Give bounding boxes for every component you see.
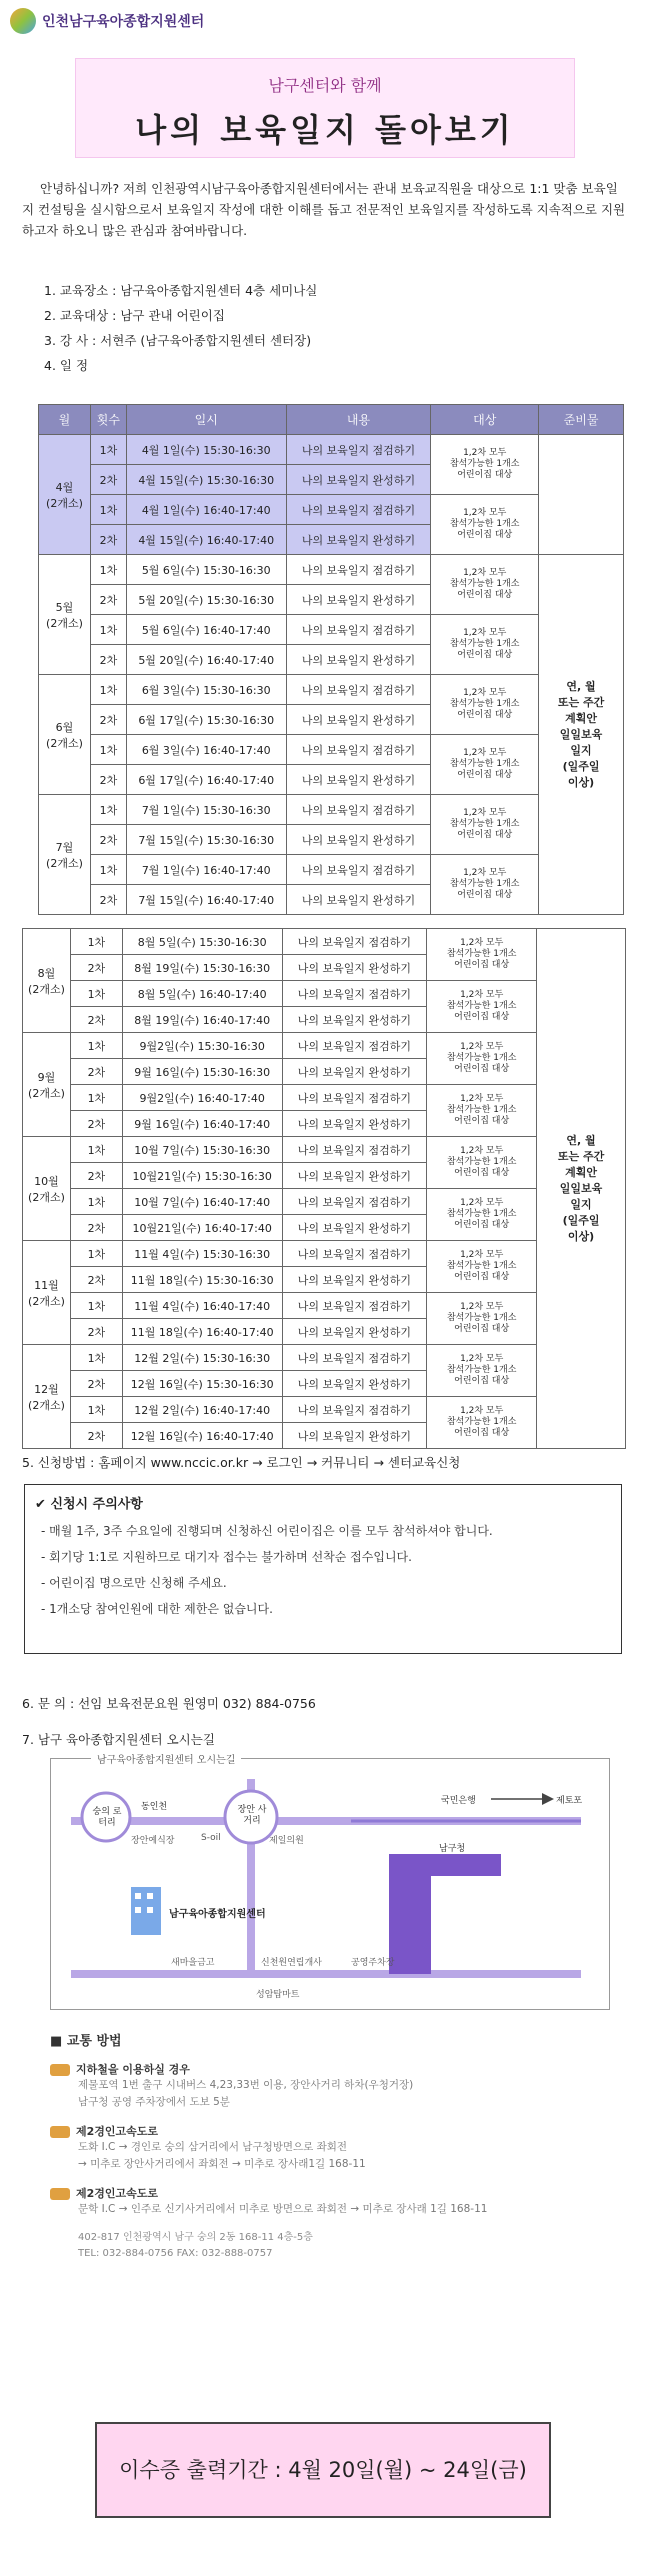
table-row: [23, 981, 626, 1007]
content-cell: 나의 보육일지 점검하기: [282, 929, 427, 955]
content-cell: 나의 보육일지 완성하기: [282, 1111, 427, 1137]
round-cell: 1차: [90, 675, 126, 705]
target-cell: 1,2차 모두 참석가능한 1개소 어린이집 대상: [431, 555, 539, 615]
round-cell: 2차: [70, 1059, 122, 1085]
datetime-cell: 5월 20일(수) 16:40-17:40: [126, 645, 286, 675]
datetime-cell: 4월 15일(수) 16:40-17:40: [126, 525, 286, 555]
round-cell: 1차: [70, 1293, 122, 1319]
content-cell: 나의 보육일지 점검하기: [282, 1085, 427, 1111]
datetime-cell: 7월 15일(수) 15:30-16:30: [126, 825, 286, 855]
content-cell: 나의 보육일지 점검하기: [282, 1293, 427, 1319]
content-cell: 나의 보육일지 점검하기: [286, 435, 431, 465]
table-row: [39, 855, 624, 885]
content-cell: 나의 보육일지 점검하기: [286, 855, 431, 885]
round-cell: 1차: [90, 555, 126, 585]
month-cell: 4월 (2개소): [39, 435, 91, 555]
content-cell: 나의 보육일지 완성하기: [286, 525, 431, 555]
datetime-cell: 11월 18일(수) 16:40-17:40: [122, 1319, 282, 1345]
map-label-namgu: 남구청: [439, 1844, 466, 1854]
map-label-mart: 성암탑마트: [256, 1990, 300, 2000]
table-row: [23, 1345, 626, 1371]
content-cell: 나의 보육일지 완성하기: [286, 465, 431, 495]
table-row: [39, 615, 624, 645]
round-cell: 2차: [70, 1319, 122, 1345]
subway-desc-1: 제물포역 1번 출구 시내버스 4,23,33번 이용, 장안사거리 하차(우청거장): [78, 2079, 414, 2091]
content-cell: 나의 보육일지 점검하기: [282, 981, 427, 1007]
content-cell: 나의 보육일지 점검하기: [282, 1241, 427, 1267]
logo-text: 인천남구육아종합지원센터: [42, 14, 205, 30]
directions-title: 7. 남구 육아종합지원센터 오시는길: [22, 1732, 215, 1747]
round-cell: 2차: [70, 1423, 122, 1449]
month-cell: 12월 (2개소): [23, 1345, 71, 1449]
content-cell: 나의 보육일지 점검하기: [286, 735, 431, 765]
map-label-dongincheon: 동인천: [141, 1802, 168, 1812]
transport-section: [50, 2030, 610, 2262]
target-cell: 1,2차 모두 참석가능한 1개소 어린이집 대상: [427, 981, 537, 1033]
notice-title: ✔ 신청시 주의사항: [35, 1497, 143, 1512]
transport-mode-car-1: 제2경인고속도로: [50, 2123, 610, 2139]
map-label-jangan-apt: 장안예식장: [131, 1836, 175, 1846]
datetime-cell: 10월 7일(수) 15:30-16:30: [122, 1137, 282, 1163]
prep-cell: [539, 435, 624, 555]
car-desc-2: → 미추로 장안사거리에서 좌회전 → 미추로 장사래1길 168-11: [78, 2158, 366, 2170]
round-cell: 1차: [90, 855, 126, 885]
round-cell: 2차: [70, 1267, 122, 1293]
datetime-cell: 8월 19일(수) 15:30-16:30: [122, 955, 282, 981]
content-cell: 나의 보육일지 점검하기: [286, 615, 431, 645]
datetime-cell: 5월 6일(수) 16:40-17:40: [126, 615, 286, 645]
table-row: [23, 1189, 626, 1215]
target-cell: 1,2차 모두 참석가능한 1개소 어린이집 대상: [431, 615, 539, 675]
subway-desc-2: 남구청 공영 주차장에서 도보 5분: [78, 2096, 230, 2108]
content-cell: 나의 보육일지 완성하기: [282, 1007, 427, 1033]
content-cell: 나의 보육일지 완성하기: [282, 1059, 427, 1085]
target-cell: 1,2차 모두 참석가능한 1개소 어린이집 대상: [431, 855, 539, 915]
table-row: [39, 555, 624, 585]
datetime-cell: 5월 20일(수) 15:30-16:30: [126, 585, 286, 615]
transport-mode-car-2: 제2경인고속도로: [50, 2185, 610, 2201]
round-cell: 2차: [70, 1215, 122, 1241]
content-cell: 나의 보육일지 완성하기: [282, 1319, 427, 1345]
table-row: [23, 1241, 626, 1267]
car-desc-1: 도화 I.C → 경인로 숭의 삼거리에서 남구청방면으로 좌회전: [78, 2141, 348, 2153]
info-place: 1. 교육장소 : 남구육아종합지원센터 4층 세미나실: [44, 283, 318, 298]
round-cell: 2차: [90, 525, 126, 555]
table-row: [23, 929, 626, 955]
target-cell: 1,2차 모두 참석가능한 1개소 어린이집 대상: [427, 1345, 537, 1397]
content-cell: 나의 보육일지 완성하기: [282, 1267, 427, 1293]
table-row: [23, 1397, 626, 1423]
round-cell: 2차: [90, 825, 126, 855]
datetime-cell: 4월 1일(수) 16:40-17:40: [126, 495, 286, 525]
datetime-cell: 12월 16일(수) 16:40-17:40: [122, 1423, 282, 1449]
content-cell: 나의 보육일지 완성하기: [286, 885, 431, 915]
month-cell: 10월 (2개소): [23, 1137, 71, 1241]
map-label-jangan: 장안 사거리: [237, 1805, 267, 1826]
round-cell: 1차: [70, 1189, 122, 1215]
car-desc-3: 문학 I.C → 인주로 신기사거리에서 미추로 방면으로 좌회전 → 미추로 장사래 1길 168-11: [78, 2203, 488, 2215]
target-cell: 1,2차 모두 참석가능한 1개소 어린이집 대상: [431, 675, 539, 735]
table-row: [39, 495, 624, 525]
target-cell: 1,2차 모두 참석가능한 1개소 어린이집 대상: [427, 1293, 537, 1345]
round-cell: 1차: [90, 435, 126, 465]
location-map: [50, 1755, 610, 2010]
subway-icon: [50, 2064, 70, 2076]
content-cell: 나의 보육일지 점검하기: [286, 675, 431, 705]
notice-box: [24, 1484, 622, 1654]
round-cell: 1차: [90, 795, 126, 825]
certificate-period: 이수증 출력기간 : 4월 20일(월) ~ 24일(금): [95, 2422, 551, 2518]
info-lecturer: 3. 강 사 : 서현주 (남구육아종합지원센터 센터장): [44, 333, 312, 348]
round-cell: 2차: [90, 465, 126, 495]
map-graphic: [51, 1759, 609, 2009]
content-cell: 나의 보육일지 완성하기: [282, 1423, 427, 1449]
round-cell: 2차: [70, 1111, 122, 1137]
content-cell: 나의 보육일지 점검하기: [286, 495, 431, 525]
info-list: [44, 278, 317, 378]
target-cell: 1,2차 모두 참석가능한 1개소 어린이집 대상: [427, 1189, 537, 1241]
datetime-cell: 8월 19일(수) 16:40-17:40: [122, 1007, 282, 1033]
notice-line: - 1개소당 참여인원에 대한 제한은 없습니다.: [41, 1602, 273, 1616]
map-label-bank2: 새마을금고: [171, 1958, 215, 1968]
car-icon: [50, 2126, 70, 2138]
round-cell: 2차: [90, 585, 126, 615]
check-icon: ✔: [35, 1497, 46, 1512]
round-cell: 1차: [70, 1397, 122, 1423]
prep-cell: 연, 월 또는 주간 계획안 일일보육 일지 (일주일 이상): [539, 555, 624, 915]
content-cell: 나의 보육일지 점검하기: [282, 1397, 427, 1423]
logo-icon: [10, 8, 36, 34]
table-header: 월: [39, 405, 91, 435]
datetime-cell: 7월 1일(수) 16:40-17:40: [126, 855, 286, 885]
bullet-icon: ■: [50, 2034, 63, 2049]
datetime-cell: 10월 7일(수) 16:40-17:40: [122, 1189, 282, 1215]
round-cell: 1차: [90, 615, 126, 645]
content-cell: 나의 보육일지 완성하기: [282, 955, 427, 981]
map-label-bank: 국민은행: [441, 1796, 476, 1806]
round-cell: 1차: [90, 735, 126, 765]
schedule-table-2: [22, 928, 626, 1449]
notice-line: - 회기당 1:1로 지원하므로 대기자 접수는 불가하며 선착순 접수입니다.: [41, 1550, 412, 1564]
table-header: 대상: [431, 405, 539, 435]
month-cell: 11월 (2개소): [23, 1241, 71, 1345]
table-row: [23, 1293, 626, 1319]
datetime-cell: 6월 17일(수) 16:40-17:40: [126, 765, 286, 795]
round-cell: 2차: [70, 1007, 122, 1033]
table-header: 일시: [126, 405, 286, 435]
round-cell: 1차: [70, 1033, 122, 1059]
content-cell: 나의 보육일지 완성하기: [286, 585, 431, 615]
address: 402-817 인천광역시 남구 숭의 2동 168-11 4층-5층: [78, 2232, 313, 2243]
datetime-cell: 10월21일(수) 16:40-17:40: [122, 1215, 282, 1241]
intro-paragraph: 안녕하십니까? 저희 인천광역시남구육아종합지원센터에서는 관내 보육교직원을 대상으로 1:1 맞춤 보육일지 컨설팅을 실시함으로서 보육일지 작성에 대한 이해를 돕고 전문적인 보육일지를 작성하도록 지속적으로 지원하고자 하오니 많은 관심과 참여바랍니다.: [22, 181, 626, 238]
map-label-parking: 공영주차장: [351, 1958, 395, 1968]
content-cell: 나의 보육일지 점검하기: [282, 1033, 427, 1059]
table-row: [23, 1085, 626, 1111]
phone-fax: TEL: 032-884-0756 FAX: 032-888-0757: [78, 2248, 273, 2259]
table-row: [39, 735, 624, 765]
datetime-cell: 12월 2일(수) 15:30-16:30: [122, 1345, 282, 1371]
target-cell: 1,2차 모두 참석가능한 1개소 어린이집 대상: [431, 795, 539, 855]
datetime-cell: 6월 17일(수) 15:30-16:30: [126, 705, 286, 735]
target-cell: 1,2차 모두 참석가능한 1개소 어린이집 대상: [427, 1397, 537, 1449]
datetime-cell: 7월 1일(수) 15:30-16:30: [126, 795, 286, 825]
datetime-cell: 12월 16일(수) 15:30-16:30: [122, 1371, 282, 1397]
round-cell: 1차: [70, 981, 122, 1007]
map-title: 남구육아종합지원센터 오시는길: [91, 1751, 241, 1766]
map-label-center: 남구육아종합지원센터: [169, 1909, 266, 1920]
month-cell: 5월 (2개소): [39, 555, 91, 675]
datetime-cell: 11월 4일(수) 16:40-17:40: [122, 1293, 282, 1319]
datetime-cell: 5월 6일(수) 15:30-16:30: [126, 555, 286, 585]
apply-method: 5. 신청방법 : 홈페이지 www.nccic.or.kr → 로그인 → 커뮤니티 → 센터교육신청: [22, 1455, 461, 1470]
round-cell: 2차: [70, 1371, 122, 1397]
content-cell: 나의 보육일지 점검하기: [286, 555, 431, 585]
month-cell: 6월 (2개소): [39, 675, 91, 795]
content-cell: 나의 보육일지 점검하기: [282, 1137, 427, 1163]
table-header: 횟수: [90, 405, 126, 435]
map-label-soil: S-oil: [201, 1833, 221, 1843]
table-header: 내용: [286, 405, 431, 435]
table-row: [39, 795, 624, 825]
notice-line: - 어린이집 명으로만 신청해 주세요.: [41, 1576, 227, 1590]
subtitle: 남구센터와 함께: [268, 76, 382, 95]
round-cell: 1차: [70, 1137, 122, 1163]
content-cell: 나의 보육일지 완성하기: [282, 1163, 427, 1189]
target-cell: 1,2차 모두 참석가능한 1개소 어린이집 대상: [427, 1137, 537, 1189]
map-label-jebuk: 제토포: [556, 1796, 583, 1806]
transport-mode-subway: 지하철을 이용하실 경우: [50, 2061, 610, 2077]
datetime-cell: 6월 3일(수) 15:30-16:30: [126, 675, 286, 705]
datetime-cell: 9월2일(수) 16:40-17:40: [122, 1085, 282, 1111]
content-cell: 나의 보육일지 점검하기: [286, 795, 431, 825]
info-target: 2. 교육대상 : 남구 관내 어린이집: [44, 308, 225, 323]
datetime-cell: 9월 16일(수) 16:40-17:40: [122, 1111, 282, 1137]
table-row: [23, 1033, 626, 1059]
map-label-jeil: 제일의원: [269, 1836, 304, 1846]
round-cell: 2차: [90, 885, 126, 915]
content-cell: 나의 보육일지 완성하기: [282, 1371, 427, 1397]
target-cell: 1,2차 모두 참석가능한 1개소 어린이집 대상: [431, 495, 539, 555]
page-title: 나의 보육일지 돌아보기: [135, 111, 515, 149]
month-cell: 7월 (2개소): [39, 795, 91, 915]
datetime-cell: 9월 16일(수) 15:30-16:30: [122, 1059, 282, 1085]
datetime-cell: 7월 15일(수) 16:40-17:40: [126, 885, 286, 915]
datetime-cell: 12월 2일(수) 16:40-17:40: [122, 1397, 282, 1423]
title-banner: [75, 58, 575, 158]
table-row: [39, 675, 624, 705]
round-cell: 1차: [70, 1085, 122, 1111]
target-cell: 1,2차 모두 참석가능한 1개소 어린이집 대상: [427, 1241, 537, 1293]
datetime-cell: 6월 3일(수) 16:40-17:40: [126, 735, 286, 765]
datetime-cell: 11월 4일(수) 15:30-16:30: [122, 1241, 282, 1267]
month-cell: 8월 (2개소): [23, 929, 71, 1033]
target-cell: 1,2차 모두 참석가능한 1개소 어린이집 대상: [427, 929, 537, 981]
content-cell: 나의 보육일지 완성하기: [286, 765, 431, 795]
round-cell: 2차: [90, 645, 126, 675]
schedule-table-1: [38, 404, 624, 915]
datetime-cell: 4월 15일(수) 15:30-16:30: [126, 465, 286, 495]
content-cell: 나의 보육일지 점검하기: [282, 1189, 427, 1215]
info-date-label: 4. 일 정: [44, 358, 89, 373]
prep-cell: 연, 월 또는 주간 계획안 일일보육 일지 (일주일 이상): [537, 929, 626, 1449]
round-cell: 1차: [70, 1241, 122, 1267]
car-icon: [50, 2188, 70, 2200]
round-cell: 2차: [70, 1163, 122, 1189]
map-label-suui: 숭의 로터리: [92, 1807, 122, 1828]
datetime-cell: 4월 1일(수) 15:30-16:30: [126, 435, 286, 465]
round-cell: 1차: [70, 929, 122, 955]
datetime-cell: 8월 5일(수) 15:30-16:30: [122, 929, 282, 955]
table-header: 준비물: [539, 405, 624, 435]
content-cell: 나의 보육일지 완성하기: [286, 705, 431, 735]
month-cell: 9월 (2개소): [23, 1033, 71, 1137]
target-cell: 1,2차 모두 참석가능한 1개소 어린이집 대상: [431, 435, 539, 495]
target-cell: 1,2차 모두 참석가능한 1개소 어린이집 대상: [427, 1085, 537, 1137]
content-cell: 나의 보육일지 완성하기: [286, 645, 431, 675]
datetime-cell: 8월 5일(수) 16:40-17:40: [122, 981, 282, 1007]
datetime-cell: 11월 18일(수) 15:30-16:30: [122, 1267, 282, 1293]
target-cell: 1,2차 모두 참석가능한 1개소 어린이집 대상: [431, 735, 539, 795]
inquiry: 6. 문 의 : 선임 보육전문요원 원영미 032) 884-0756: [22, 1696, 316, 1711]
round-cell: 2차: [90, 705, 126, 735]
round-cell: 1차: [70, 1345, 122, 1371]
target-cell: 1,2차 모두 참석가능한 1개소 어린이집 대상: [427, 1033, 537, 1085]
datetime-cell: 9월2일(수) 15:30-16:30: [122, 1033, 282, 1059]
content-cell: 나의 보육일지 완성하기: [286, 825, 431, 855]
table-row: [23, 1137, 626, 1163]
transport-title: ■ 교통 방법: [50, 2034, 122, 2049]
content-cell: 나의 보육일지 완성하기: [282, 1215, 427, 1241]
table-row: [39, 435, 624, 465]
datetime-cell: 10월21일(수) 15:30-16:30: [122, 1163, 282, 1189]
round-cell: 2차: [90, 765, 126, 795]
round-cell: 1차: [90, 495, 126, 525]
notice-line: - 매월 1주, 3주 수요일에 진행되며 신청하신 어린이집은 이를 모두 참석하셔야 합니다.: [41, 1524, 493, 1538]
map-label-sinchon: 신천원연립개사: [261, 1958, 322, 1968]
round-cell: 2차: [70, 955, 122, 981]
site-header: [0, 0, 646, 40]
content-cell: 나의 보육일지 점검하기: [282, 1345, 427, 1371]
